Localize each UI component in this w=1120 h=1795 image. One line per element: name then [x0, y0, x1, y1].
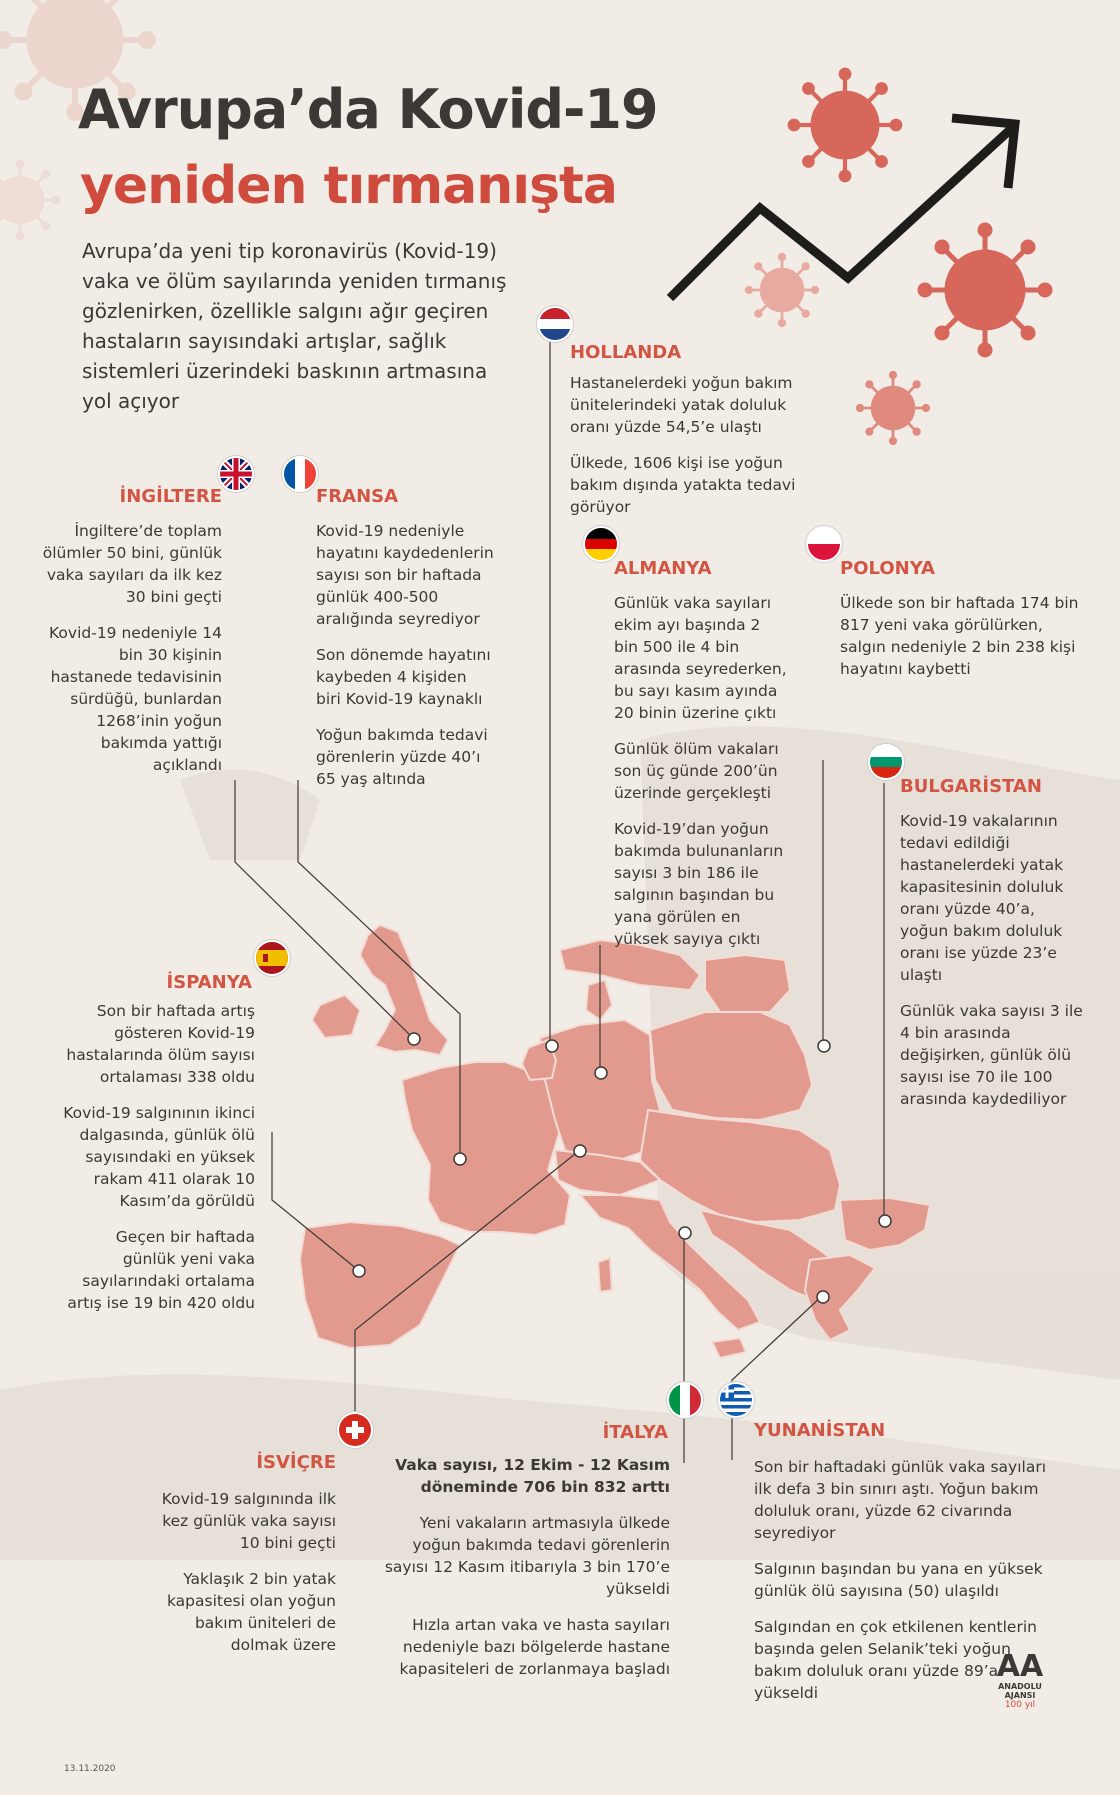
map-france: [402, 1062, 570, 1235]
country-name-ingiltere: İNGİLTERE: [119, 486, 222, 507]
marker-isvicre: [574, 1145, 586, 1157]
virus-icon: [745, 253, 819, 327]
country-info-almanya: Günlük vaka sayıları ekim ayı başında 2 bin 500 ile 4 bin arasında seyrederken, bu sayı kasım ayında 20 binin üzerine çıktı Günlük ölüm vakaları son üç günde 200’ün üzerinde gerçekleşti Kovid-19’dan yoğun bakımda bulunanların sayısı 3 bin 186 ile salgının başından bu yana görülen en yüksek sayıya çıktı: [614, 594, 787, 948]
title-line-1: Avrupa’da Kovid-19: [78, 78, 658, 141]
country-info-bulgaristan: Kovid-19 vakalarının tedavi edildiği hastanelerdeki yatak kapasitesinin doluluk oranı yüzde 40’a, yoğun bakım doluluk oranı ise yüzde 23’e ulaştı Günlük vaka sayısı 3 ile 4 bin arasında değişirken, günlük ölü sayısı ise 70 ile 100 arasında kaydediliyor: [900, 812, 1083, 1108]
marker-almanya: [595, 1067, 607, 1079]
country-info-fransa: Kovid-19 nedeniyle hayatını kaydedenlerin sayısı son bir haftada günlük 400-500 aralığında seyrediyor Son dönemde hayatını kaybeden 4 kişiden biri Kovid-19 kaynaklı Yoğun bakımda tedavi görenlerin yüzde 40’ı 65 yaş altında: [316, 522, 494, 788]
marker-italya: [679, 1227, 691, 1239]
country-name-yunanistan: YUNANİSTAN: [754, 1420, 886, 1441]
virus-icon: [0, 160, 60, 240]
logo-anniversary: 100 yıl: [1004, 1700, 1036, 1710]
marker-hollanda: [546, 1040, 558, 1052]
map-iberia: [300, 1222, 460, 1348]
anadolu-logo: [988, 1649, 1052, 1710]
poland-flag-icon: [806, 526, 842, 562]
logo-agency-name: ANADOLU AJANSI: [998, 1682, 1042, 1700]
spain-flag-icon: [254, 940, 290, 976]
marker-yunanistan: [817, 1291, 829, 1303]
country-info-isvicre: Kovid-19 salgınında ilk kez günlük vaka sayısı 10 bini geçti Yaklaşık 2 bin yatak kapasitesi olan yoğun bakım üniteleri de dolmak üzere: [161, 1490, 336, 1654]
map-ireland: [312, 995, 360, 1038]
map-sardinia: [598, 1258, 612, 1292]
country-name-isvicre: İSVİÇRE: [256, 1452, 336, 1473]
country-name-bulgaristan: BULGARİSTAN: [900, 776, 1042, 797]
intro-text: Avrupa’da yeni tip koronavirüs (Kovid-19) vaka ve ölüm sayılarında yeniden tırmanış gözlenirken, özellikle salgını ağır geçiren hastaların sayısındaki artışlar, sağlık sistemleri üzerindeki baskının artmasına yol açıyor: [82, 239, 507, 413]
virus-icon: [788, 68, 902, 182]
switzerland-flag-icon: [337, 1412, 373, 1448]
marker-polonya: [818, 1040, 830, 1052]
country-name-ispanya: İSPANYA: [166, 972, 252, 993]
virus-icon: [918, 223, 1052, 357]
country-info-yunanistan: Son bir haftadaki günlük vaka sayıları ilk defa 3 bin sınırı aştı. Yoğun bakım doluluk oranı, yüzde 62 civarında seyrediyor Salgının başından bu yana en yüksek günlük ölü sayısına (50) ulaşıldı Salgından en çok etkilenen kentlerin başında gelen Selanik’teki yoğun bakım doluluk oranı yüzde 89’a yükseldi: [754, 1458, 1047, 1702]
country-info-italya: Vaka sayısı, 12 Ekim - 12 Kasım döneminde 706 bin 832 arttı Yeni vakaların artmasıyla ülkede yoğun bakımda tedavi görenlerin sayısı 12 Kasım itibarıyla 3 bin 170’e yükseldi Hızla artan vaka ve hasta sayıları nedeniyle bazı bölgelerde hastane kapasiteleri de zorlanmaya başladı: [384, 1456, 670, 1678]
bulgaria-flag-icon: [868, 744, 904, 780]
country-name-hollanda: HOLLANDA: [570, 342, 682, 363]
marker-bulgaristan: [879, 1215, 891, 1227]
virus-icon: [856, 371, 930, 445]
publish-date: 13.11.2020: [64, 1764, 116, 1774]
germany-flag-icon: [583, 526, 619, 562]
france-flag-icon: [282, 456, 318, 492]
country-name-almanya: ALMANYA: [614, 558, 712, 579]
italy-flag-icon: [667, 1382, 703, 1418]
map-denmark: [586, 980, 612, 1020]
country-info-hollanda: Hastanelerdeki yoğun bakım ünitelerindeki yatak doluluk oranı yüzde 54,5’e ulaştı Ülkede, 1606 kişi ise yoğun bakım dışında yatakta tedavi görüyor: [570, 374, 796, 516]
uk-flag-icon: [218, 456, 254, 492]
logo-letters: AA: [996, 1649, 1044, 1684]
country-info-ispanya: Son bir haftada artış gösteren Kovid-19 hastalarında ölüm sayısı ortalaması 338 oldu Kovid-19 salgınının ikinci dalgasında, günlük ölü sayısındaki en yüksek rakam 411 olarak 10 Kasım’da görüldü Geçen bir haftada günlük yeni vaka sayılarındaki ortalama artış ise 19 bin 420 oldu: [63, 1002, 255, 1312]
marker-ingiltere: [408, 1033, 420, 1045]
map-sicily: [712, 1338, 746, 1358]
country-name-polonya: POLONYA: [840, 558, 935, 579]
map-poland: [650, 1012, 812, 1120]
country-name-italya: İTALYA: [602, 1422, 668, 1443]
country-info-ingiltere: İngiltere’de toplam ölümler 50 bini, günlük vaka sayıları da ilk kez 30 bini geçti Kovid-19 nedeniyle 14 bin 30 kişinin hastanede tedavisinin sürdüğü, bunlardan 1268’inin yoğun bakımda yattığı açıklandı: [42, 522, 222, 774]
marker-ispanya: [353, 1265, 365, 1277]
country-name-fransa: FRANSA: [316, 486, 399, 507]
title-line-2: yeniden tırmanışta: [80, 156, 617, 216]
netherlands-flag-icon: [537, 306, 573, 342]
country-info-polonya: Ülkede son bir haftada 174 bin 817 yeni vaka görülürken, salgın nedeniyle 2 bin 238 kişi hayatını kaybetti: [840, 594, 1079, 678]
marker-fransa: [454, 1153, 466, 1165]
greece-flag-icon: [718, 1382, 754, 1418]
